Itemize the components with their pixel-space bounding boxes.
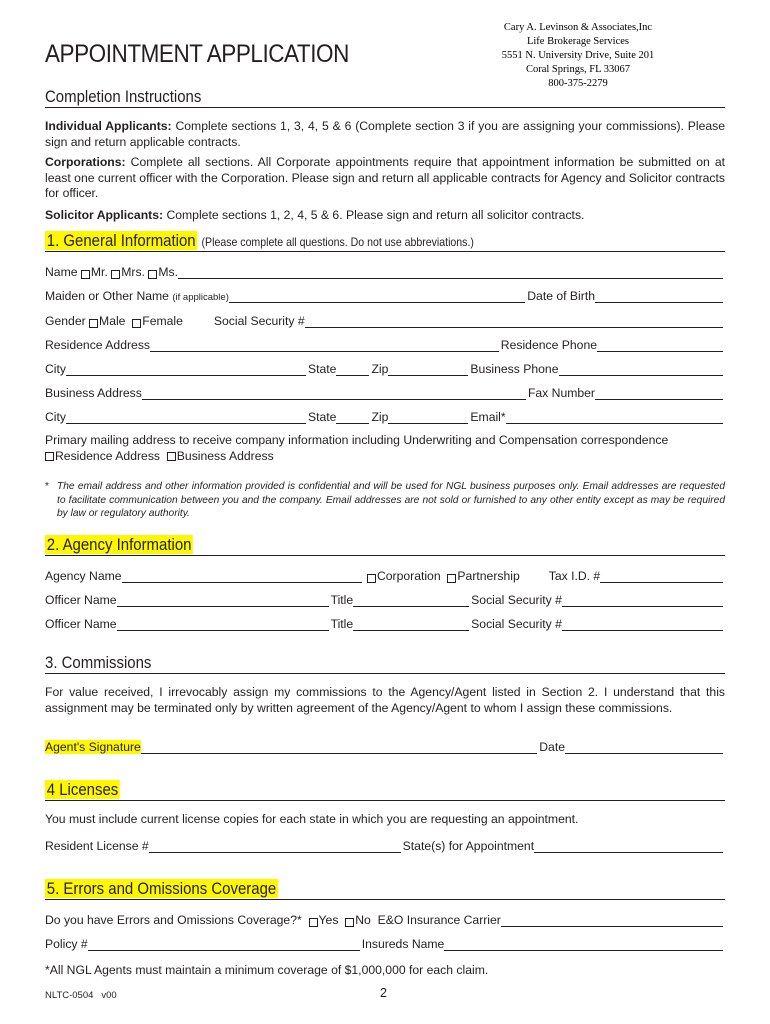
section3-heading: 3. Commissions (45, 653, 152, 672)
section4-heading: 4 Licenses (46, 780, 119, 799)
divider (45, 800, 725, 801)
section1-heading: 1. General Information (Please complete all questions. Do not use abbreviations.) (46, 231, 474, 250)
residence-city-row: City State Zip Business Phone (45, 360, 725, 376)
commissions-text: For value received, I irrevocably assign my commissions to the Agency/Agent listed in Section 2. I understand that this assignment may be terminated only by written agreement of the Agency/Agent to whom I assign these commissions. (45, 685, 725, 715)
email-footnote: * The email address and other information provided is confidential and will be used for NGL business purposes only. Email addresses are requested to facilitate communication between you and the company. Email addresses are not sold or furnished to any other entity except as may be required by law or regulatory authority. (45, 481, 725, 519)
instructions-solicitor: Solicitor Applicants: Complete sections 1, 2, 4, 5 & 6. Please sign and return all solicitor contracts. (45, 208, 585, 222)
officer-ssn-field-1[interactable] (562, 595, 723, 607)
signature-date-field[interactable] (565, 742, 723, 754)
policy-row: Policy # Insureds Name (45, 935, 725, 951)
section1-note: (Please complete all questions. Do not use abbreviations.) (201, 235, 474, 249)
eo-yes-checkbox[interactable] (309, 918, 318, 927)
divider (45, 899, 725, 900)
officer-title-field-2[interactable] (353, 619, 469, 631)
residence-address-row: Residence Address Residence Phone (45, 336, 725, 352)
tax-id-field[interactable] (600, 571, 723, 583)
instructions-corporations: Corporations: Complete all sections. All Corporate appointments require that appointment information be submitted on at least one current officer with the Corporation. Please sign and return all applicable contracts for Agency and Solicitor contracts for officer. (45, 155, 725, 200)
instructions-heading: Completion Instructions (45, 87, 202, 106)
eo-coverage-row: Do you have Errors and Omissions Coverage?* Yes No E&O Insurance Carrier (45, 911, 725, 927)
company-name: Cary A. Levinson & Associates,Inc (503, 22, 653, 33)
company-address-block (478, 21, 678, 91)
ms-checkbox[interactable] (148, 270, 157, 279)
agency-name-field[interactable] (122, 571, 362, 583)
female-checkbox[interactable] (132, 319, 141, 328)
page-title: APPOINTMENT APPLICATION (45, 40, 349, 68)
agency-name-row: Agency Name Corporation Partnership Tax I.D. # (45, 567, 725, 583)
name-field[interactable] (178, 267, 723, 279)
eo-note: *All NGL Agents must maintain a minimum coverage of $1,000,000 for each claim. (45, 963, 489, 977)
company-street: 5551 N. University Drive, Suite 201 (501, 50, 655, 61)
residence-city-field[interactable] (66, 364, 306, 376)
section2-heading: 2. Agency Information (46, 535, 192, 554)
officer-row-1: Officer Name Title Social Security # (45, 591, 725, 607)
business-city-row: City State Zip Email* (45, 408, 725, 424)
mrs-checkbox[interactable] (111, 270, 120, 279)
divider (45, 673, 725, 674)
residence-address-field[interactable] (150, 340, 499, 352)
business-phone-field[interactable] (559, 364, 724, 376)
company-tagline: Life Brokerage Services (526, 36, 630, 47)
corporation-checkbox[interactable] (367, 574, 376, 583)
page-number: 2 (380, 986, 387, 1000)
residence-state-field[interactable] (336, 364, 369, 376)
instructions-individual: Individual Applicants: Complete sections 1, 3, 4, 5 & 6 (Complete section 3 if you are assigning your commissions). Please sign and return applicable contracts. (45, 119, 726, 149)
states-for-appointment-field[interactable] (534, 841, 723, 853)
fax-field[interactable] (595, 388, 723, 400)
gender-row: Gender Male Female Social Security # (45, 312, 725, 328)
officer-ssn-field-2[interactable] (562, 619, 723, 631)
divider (45, 107, 725, 108)
insureds-name-field[interactable] (444, 939, 723, 951)
officer-name-field-2[interactable] (117, 619, 329, 631)
mailing-residence-checkbox[interactable] (45, 452, 54, 461)
maiden-row: Maiden or Other Name (if applicable) Date of Birth (45, 287, 725, 303)
divider (45, 251, 725, 252)
dob-field[interactable] (595, 291, 723, 303)
resident-license-field[interactable] (149, 841, 401, 853)
maiden-name-field[interactable] (229, 291, 525, 303)
business-address-row: Business Address Fax Number (45, 384, 725, 400)
company-city: Coral Springs, FL 33067 (525, 64, 631, 75)
officer-title-field-1[interactable] (353, 595, 469, 607)
licenses-text: You must include current license copies for each state in which you are requesting an appointment. (45, 812, 579, 826)
officer-row-2: Officer Name Title Social Security # (45, 615, 725, 631)
section5-heading: 5. Errors and Omissions Coverage (46, 879, 277, 898)
divider (45, 555, 725, 556)
form-id: NLTC-0504 v00 (45, 990, 117, 1001)
residence-zip-field[interactable] (388, 364, 468, 376)
mailing-preference: Primary mailing address to receive company information including Underwriting and Compensation correspondence Residence Address Business Address (45, 433, 669, 463)
signature-row: Agent's Signature Date (45, 738, 725, 754)
policy-number-field[interactable] (88, 939, 360, 951)
business-zip-field[interactable] (388, 412, 468, 424)
mr-checkbox[interactable] (81, 270, 90, 279)
mailing-business-checkbox[interactable] (167, 452, 176, 461)
resident-license-row: Resident License # State(s) for Appointment (45, 837, 725, 853)
eo-no-checkbox[interactable] (345, 918, 354, 927)
company-phone: 800-375-2279 (548, 78, 608, 89)
business-state-field[interactable] (336, 412, 369, 424)
email-field[interactable] (506, 412, 723, 424)
eo-carrier-field[interactable] (501, 915, 723, 927)
partnership-checkbox[interactable] (447, 574, 456, 583)
ssn-field[interactable] (305, 316, 723, 328)
business-address-field[interactable] (142, 388, 526, 400)
officer-name-field-1[interactable] (117, 595, 329, 607)
residence-phone-field[interactable] (597, 340, 723, 352)
business-city-field[interactable] (66, 412, 306, 424)
name-row: Name Mr. Mrs. Ms. (45, 263, 725, 279)
agent-signature-field[interactable] (141, 742, 537, 754)
male-checkbox[interactable] (89, 319, 98, 328)
